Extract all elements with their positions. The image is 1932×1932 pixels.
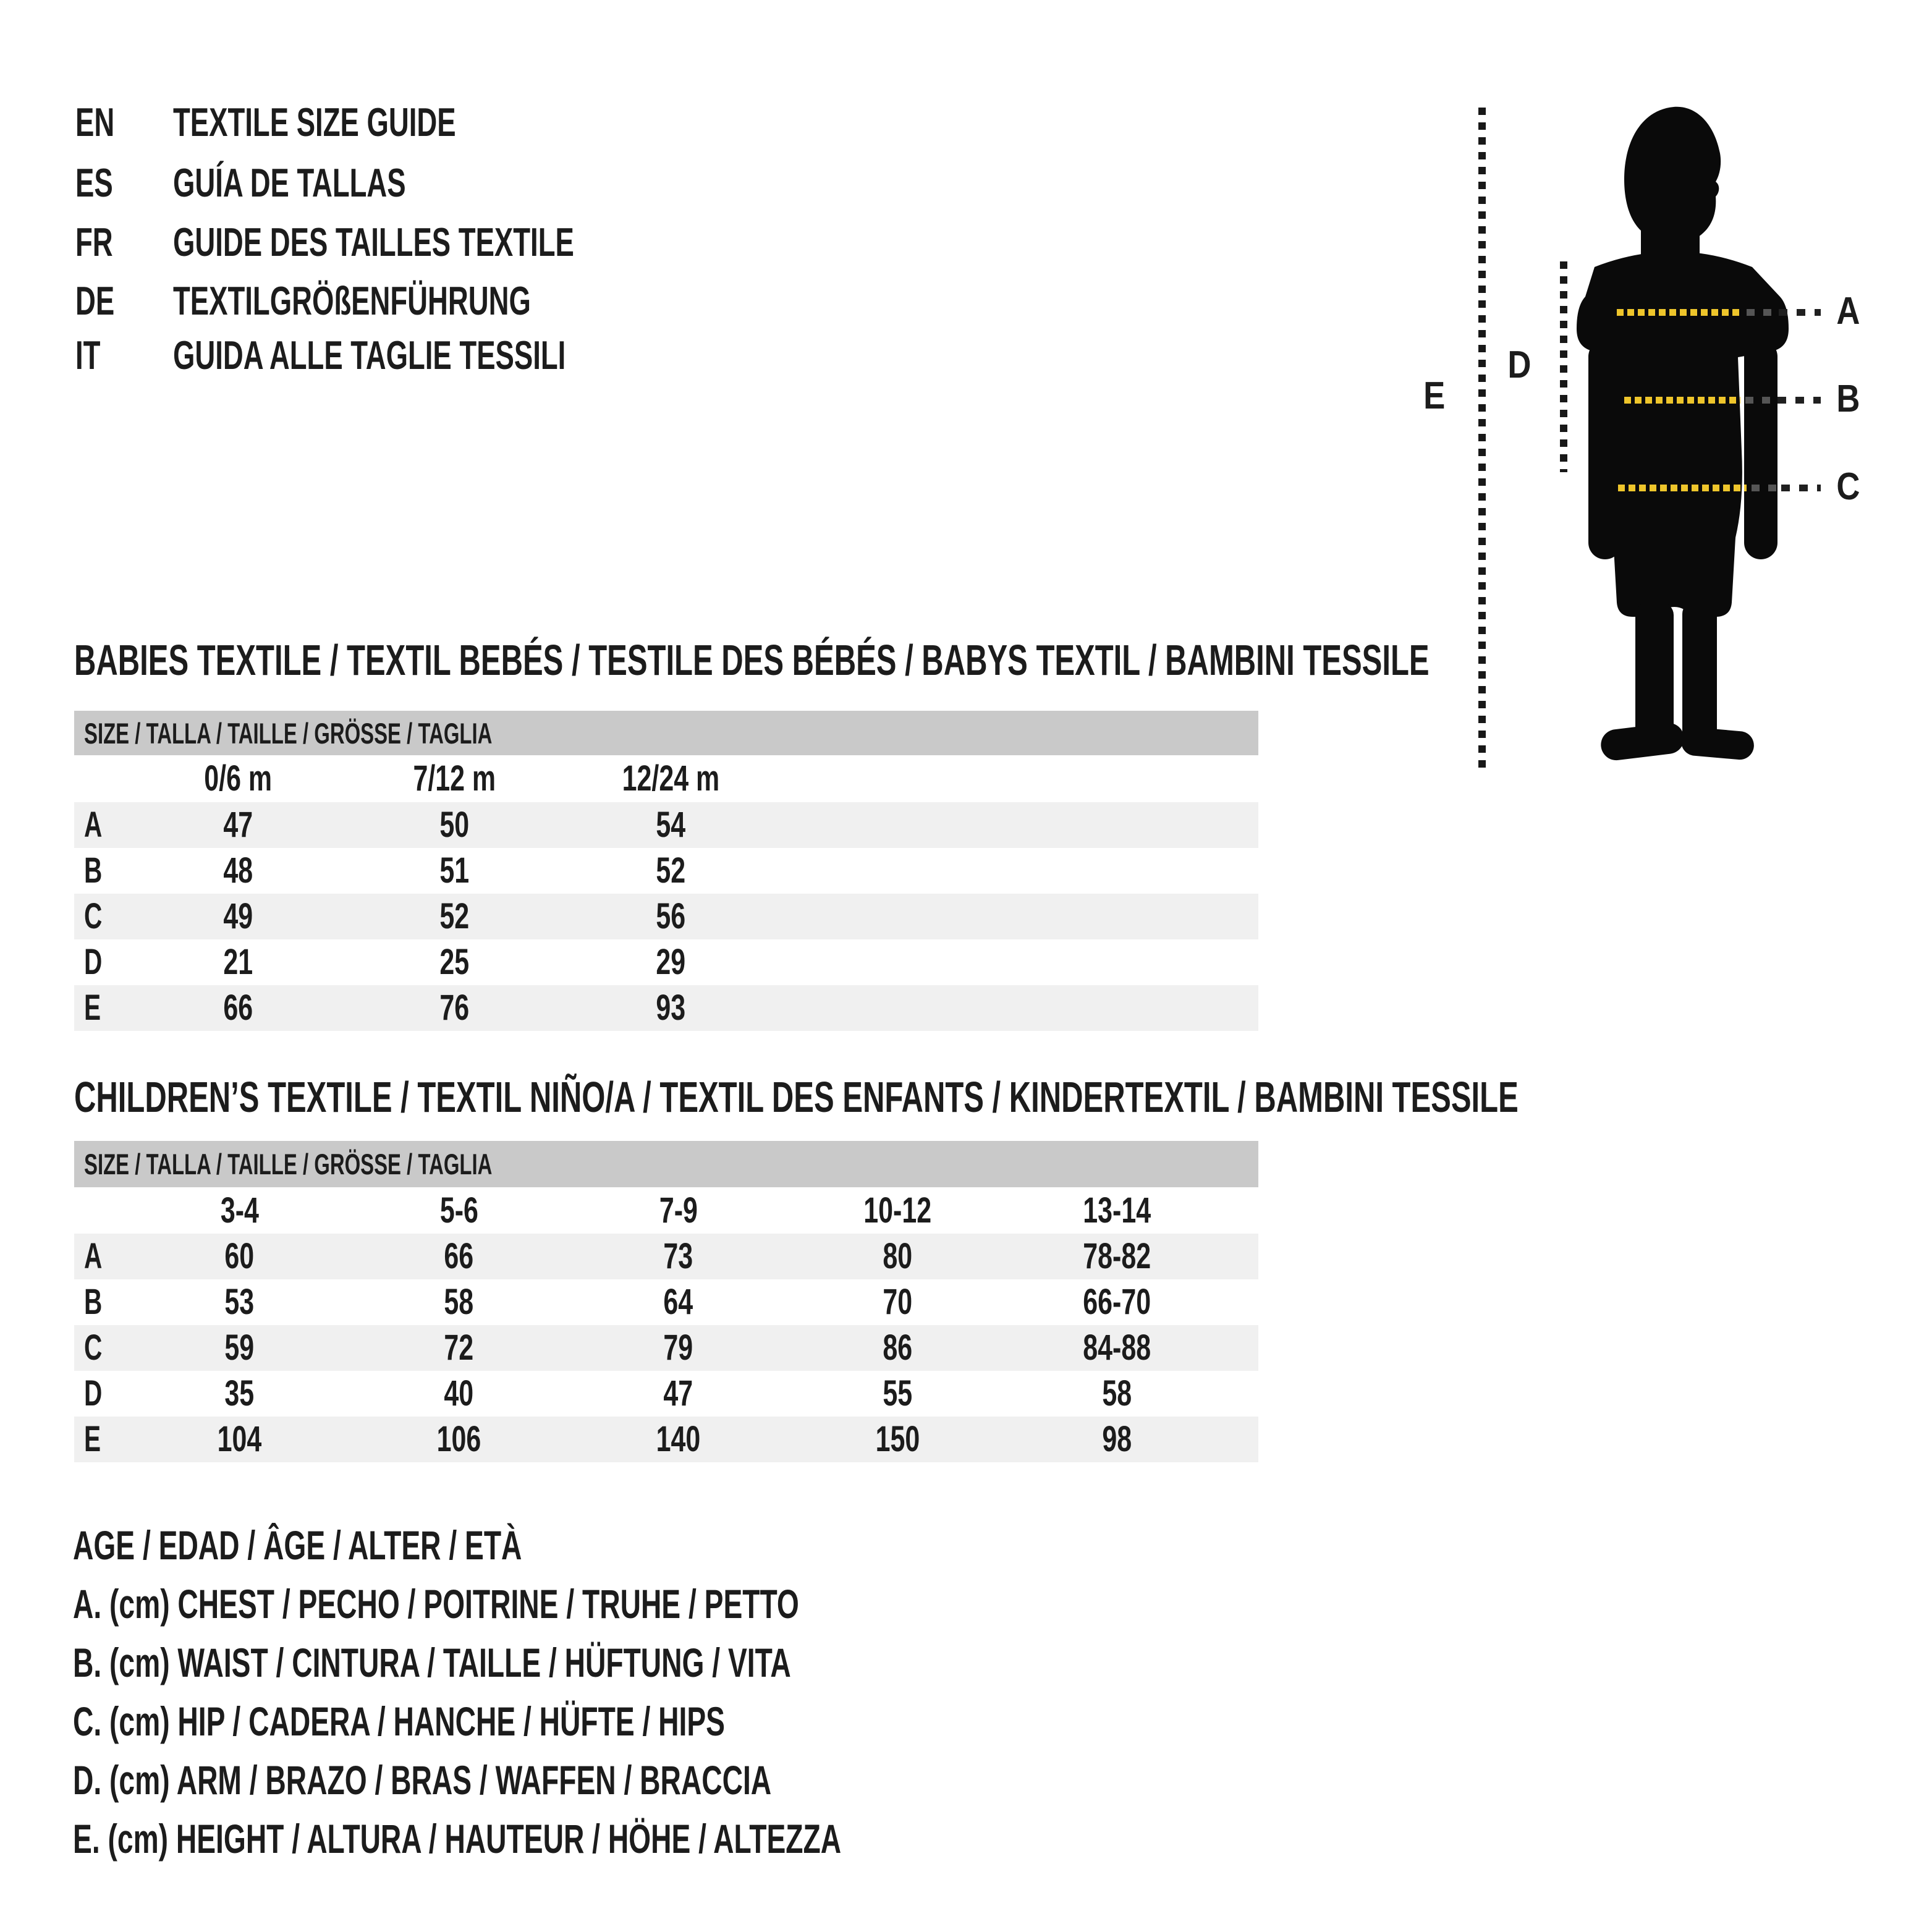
table-row: A 60 66 73 80 78-82 <box>74 1234 1258 1279</box>
hip-label: C <box>1836 465 1860 508</box>
legend-arm-line: D. (cm) ARM / BRAZO / BRAS / WAFFEN / BRACCIA <box>73 1757 772 1803</box>
chest-line-fade <box>1747 309 1774 316</box>
language-row <box>75 335 734 384</box>
table-row: B 48 51 52 <box>84 850 685 891</box>
babies-size-header-bar: SIZE / TALLA / TAILLE / GRÖSSE / TAGLIA <box>74 711 1258 755</box>
table-row: B 53 58 64 70 66-70 <box>84 1282 1151 1322</box>
language-code: ES <box>75 160 113 205</box>
language-code: DE <box>75 278 115 323</box>
language-title: GUIDE DES TAILLES TEXTILE <box>173 219 574 265</box>
language-code: IT <box>75 333 101 378</box>
height-label: E <box>1423 375 1446 417</box>
chest-label: A <box>1836 290 1860 333</box>
children-age-column: 13-14 <box>1083 1190 1151 1231</box>
chest-line-dashes <box>1779 309 1821 316</box>
arm-label: D <box>1507 344 1532 386</box>
language-code: FR <box>75 219 113 265</box>
hip-line-yellow <box>1618 485 1747 491</box>
waist-label: B <box>1836 378 1860 420</box>
language-code: EN <box>75 100 115 145</box>
hip-line-dashes <box>1781 485 1821 491</box>
babies-age-columns-row <box>74 755 1258 802</box>
table-row: D 21 25 29 <box>84 942 685 982</box>
language-title: TEXTILE SIZE GUIDE <box>173 100 456 145</box>
waist-line-dashes <box>1777 397 1821 404</box>
chest-line-yellow <box>1617 309 1742 316</box>
table-row: A 47 50 54 <box>74 802 1258 848</box>
children-age-column: 5-6 <box>439 1190 478 1231</box>
table-row: C 49 52 56 <box>74 894 1258 939</box>
waist-line-yellow <box>1624 397 1740 404</box>
language-title: GUIDA ALLE TAGLIE TESSILI <box>173 333 566 378</box>
language-row <box>75 219 746 271</box>
table-row: E 66 76 93 <box>74 985 1258 1031</box>
legend-chest-line: A. (cm) CHEST / PECHO / POITRINE / TRUHE / PETTO <box>73 1581 799 1627</box>
children-heading: CHILDREN’S TEXTILE / TEXTIL NIÑO/A / TEXTIL DES ENFANTS / KINDERTEXTIL / BAMBINI TESSILE <box>74 1073 1519 1121</box>
language-title: TEXTILGRÖßENFÜHRUNG <box>173 278 531 323</box>
legend-height-line: E. (cm) HEIGHT / ALTURA / HAUTEUR / HÖHE / ALTEZZA <box>73 1816 842 1862</box>
babies-age-column: 7/12 m <box>413 758 496 799</box>
table-row: D 35 40 47 55 58 <box>84 1373 1132 1413</box>
children-age-column: 7-9 <box>659 1190 698 1231</box>
children-size-header-bar: SIZE / TALLA / TAILLE / GRÖSSE / TAGLIA <box>74 1141 1258 1187</box>
hip-line-fade <box>1752 485 1776 491</box>
babies-heading: BABIES TEXTILE / TEXTIL BEBÉS / TESTILE DES BÉBÉS / BABYS TEXTIL / BAMBINI TESSILE <box>74 636 1430 684</box>
legend-age-line: AGE / EDAD / ÂGE / ALTER / ETÀ <box>73 1522 522 1568</box>
language-row <box>75 278 684 330</box>
legend-hip-line: C. (cm) HIP / CADERA / HANCHE / HÜFTE / HIPS <box>73 1698 725 1744</box>
children-age-column: 10-12 <box>863 1190 932 1231</box>
babies-age-column: 12/24 m <box>622 758 719 799</box>
children-age-columns-row <box>74 1187 1258 1234</box>
table-row: C 59 72 79 86 84-88 <box>74 1325 1258 1371</box>
babies-age-column: 0/6 m <box>204 758 272 799</box>
language-title: GUÍA DE TALLAS <box>173 160 406 205</box>
arm-measure-line <box>1560 261 1567 472</box>
language-row <box>75 102 577 151</box>
children-age-column: 3-4 <box>220 1190 259 1231</box>
waist-line-fade <box>1745 397 1773 404</box>
table-row: E 104 106 140 150 98 <box>74 1417 1258 1462</box>
legend-waist-line: B. (cm) WAIST / CINTURA / TAILLE / HÜFTUNG / VITA <box>73 1640 791 1685</box>
language-row <box>75 160 506 212</box>
